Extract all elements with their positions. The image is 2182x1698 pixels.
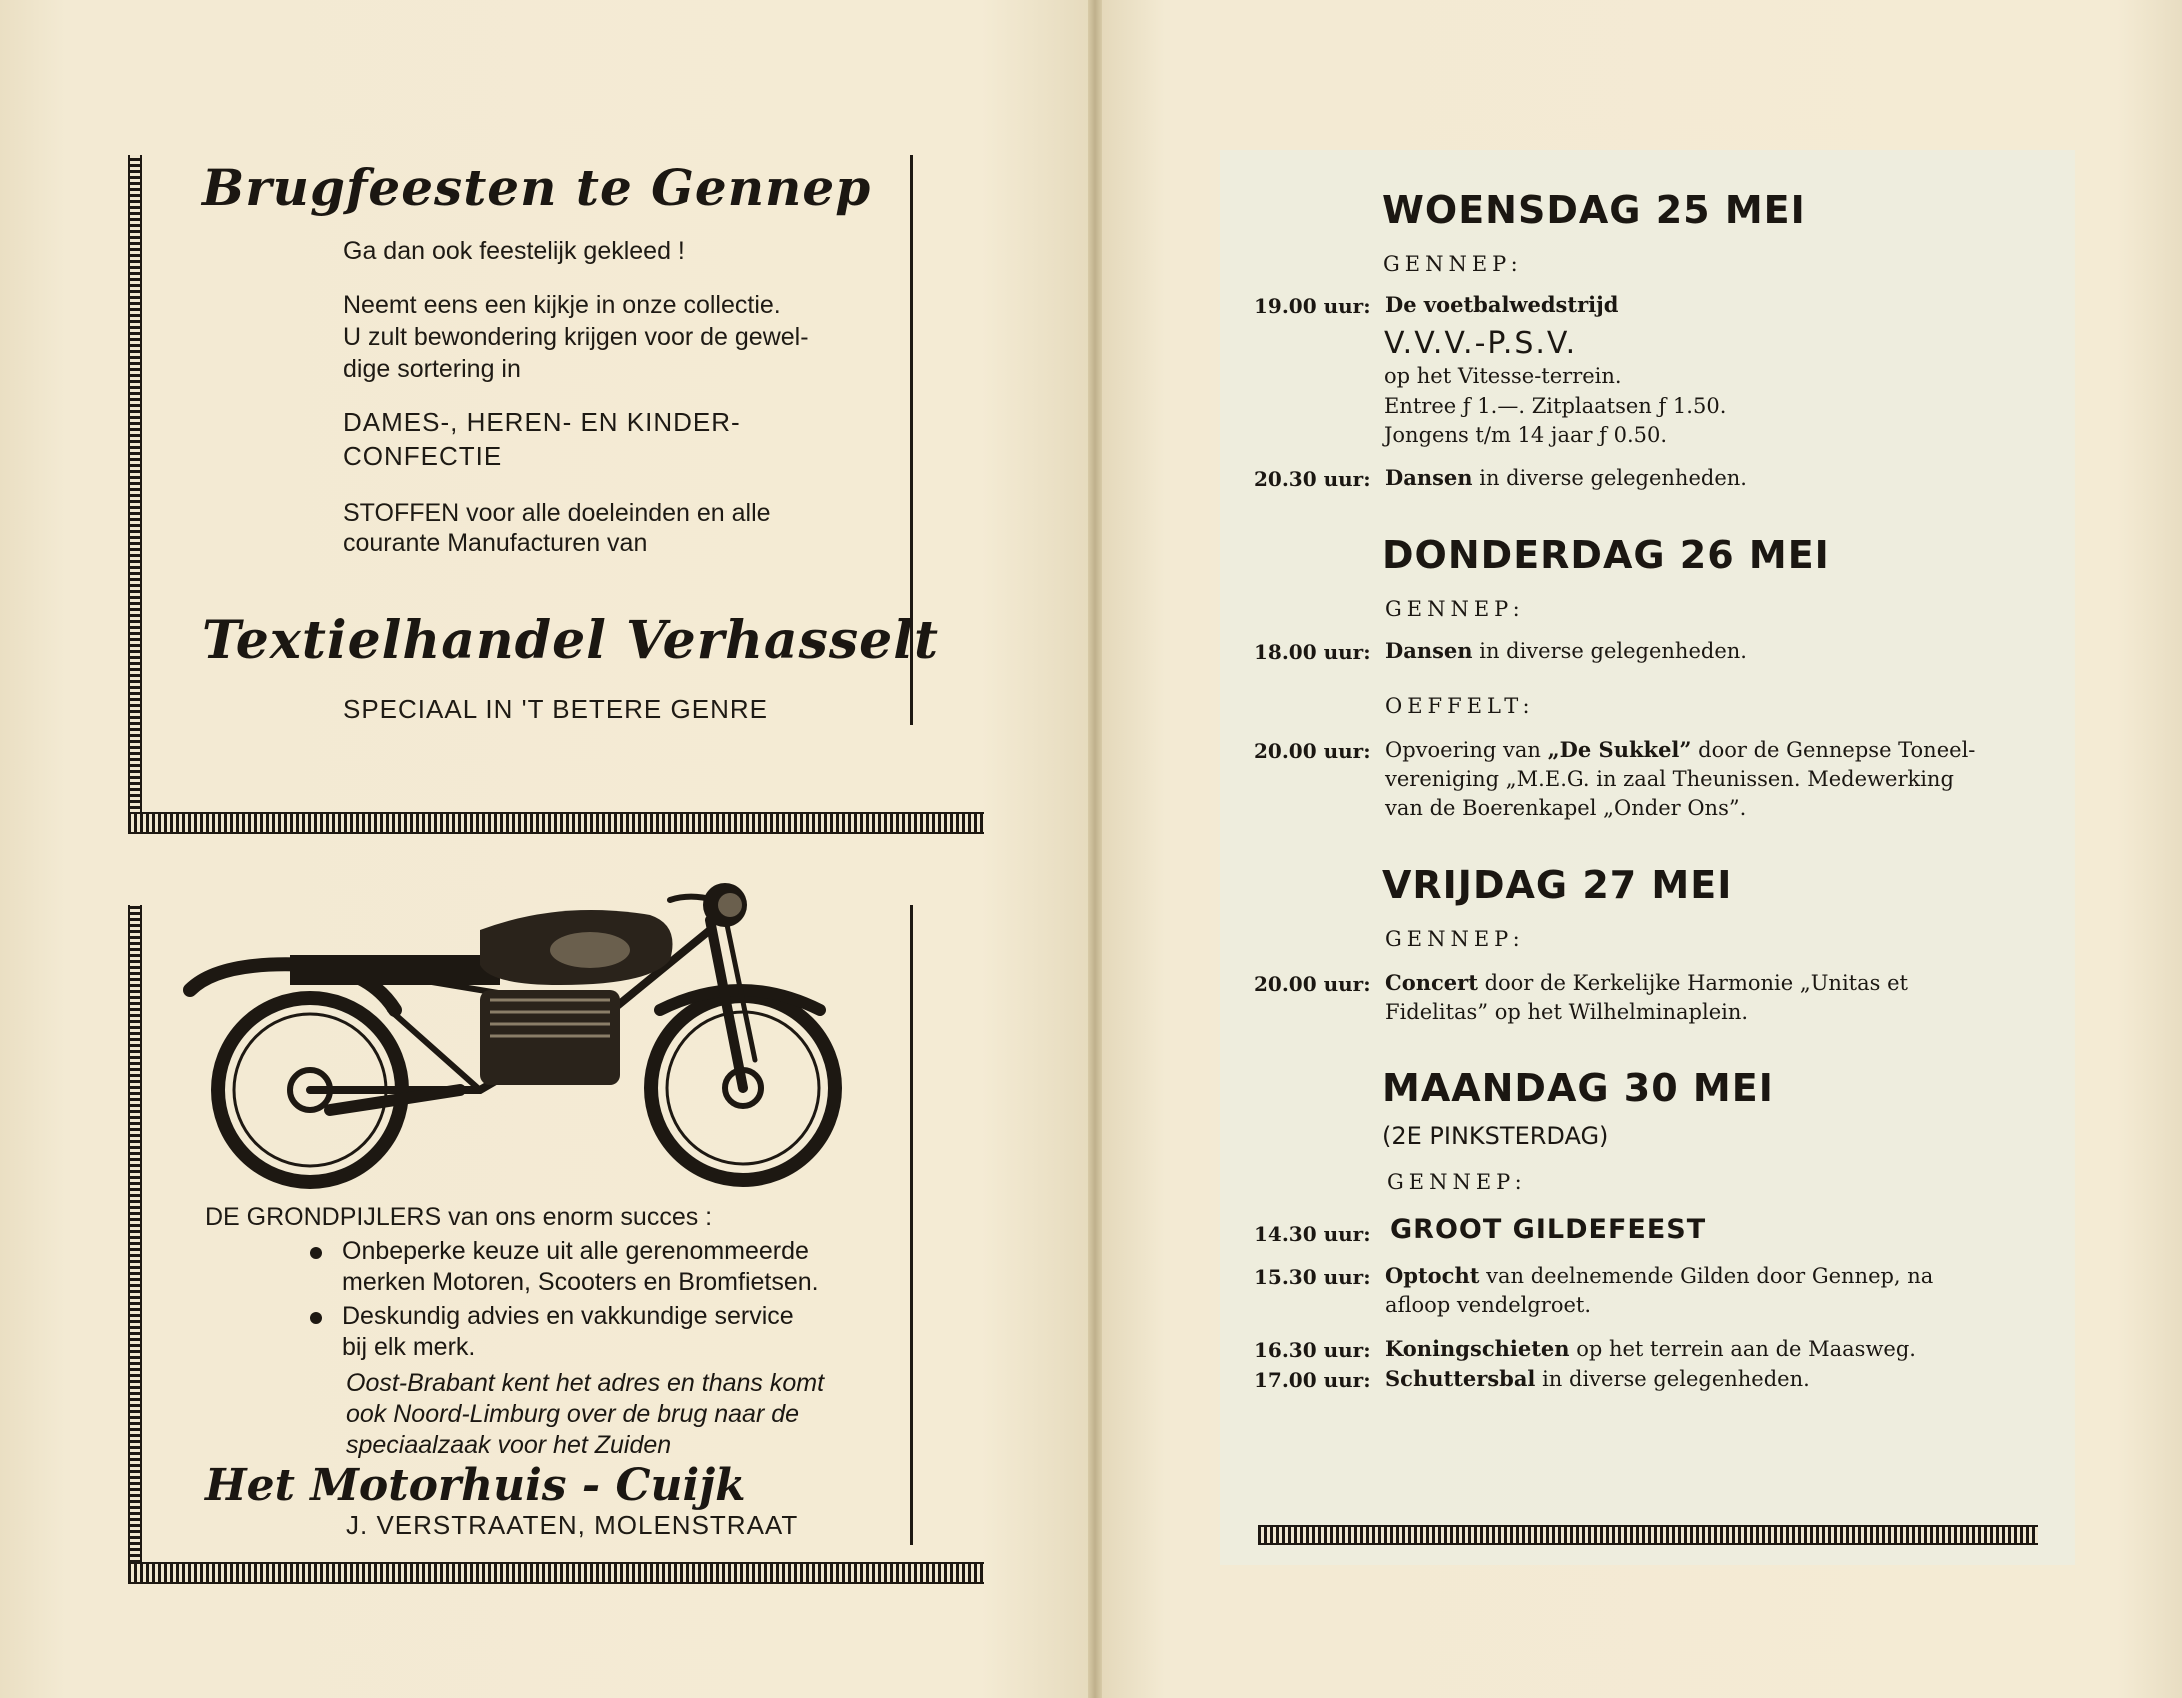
match-detail-1: op het Vitesse-terrein.: [1384, 364, 1622, 388]
ad2-bullet-list: [306, 1236, 819, 1366]
right-page-bottom-border: [1258, 1525, 2038, 1545]
ad2-italic-line1: Oost-Brabant kent het adres en thans komt: [346, 1369, 825, 1397]
event-name: Concert: [1385, 970, 1478, 995]
event-concert: [1385, 968, 2055, 1027]
ad1-bottom-border: [128, 812, 984, 834]
motorcycle-illustration-icon: [180, 860, 870, 1190]
ad1-shop-name: Textielhandel Verhasselt: [202, 610, 939, 671]
ad2-intro: DE GRONDPIJLERS van ons enorm succes :: [205, 1203, 713, 1231]
event-desc: vereniging „M.E.G. in zaal Theunissen. Medewerking: [1385, 767, 1954, 791]
place-gennep: GENNEP:: [1387, 1170, 1527, 1194]
ad1-para2-line1: STOFFEN voor alle doeleinden en alle: [343, 499, 771, 527]
ad1-para1-line2: U zult bewondering krijgen voor de gewel-: [343, 323, 809, 351]
ad2-bullet-item: [306, 1301, 819, 1363]
time-label: 14.30 uur:: [1254, 1222, 1371, 1246]
event-schuttersbal: [1385, 1364, 2035, 1394]
ad2-left-border: [128, 905, 142, 1575]
bullet-dot-icon: [310, 1247, 322, 1259]
time-label: 16.30 uur:: [1254, 1338, 1371, 1362]
event-koningschieten: [1385, 1334, 2035, 1364]
ad2-shop-name: Het Motorhuis - Cuijk: [205, 1460, 746, 1511]
ad2-bullet2-line2: bij elk merk.: [342, 1333, 476, 1361]
time-label: 18.00 uur:: [1254, 640, 1371, 664]
event-desc: op het terrein aan de Maasweg.: [1569, 1337, 1916, 1361]
event-dansen: [1385, 463, 2035, 493]
ad2-bullet-item: [306, 1236, 819, 1298]
ad2-italic-line3: speciaalzaak voor het Zuiden: [346, 1431, 672, 1459]
ad2-right-border: [910, 905, 913, 1545]
event-optocht: [1385, 1261, 2055, 1320]
time-label: 15.30 uur:: [1254, 1265, 1371, 1289]
event-name: „De Sukkel”: [1547, 737, 1692, 762]
day-heading-vrijdag: VRIJDAG 27 MEI: [1382, 863, 1733, 907]
event-name: Schuttersbal: [1385, 1366, 1536, 1391]
bullet-dot-icon: [310, 1312, 322, 1324]
ad2-italic-line2: ook Noord-Limburg over de brug naar de: [346, 1400, 800, 1428]
day-heading-maandag: MAANDAG 30 MEI: [1382, 1066, 1774, 1110]
match-detail-2: Entree ƒ 1.—. Zitplaatsen ƒ 1.50.: [1384, 394, 1727, 418]
ad1-slogan: SPECIAAL IN 'T BETERE GENRE: [343, 694, 768, 724]
event-desc: Opvoering van: [1385, 738, 1548, 762]
ad2-bottom-border: [128, 1562, 984, 1584]
event-desc: in diverse gelegenheden.: [1472, 639, 1747, 663]
event-desc: van deelnemende Gilden door Gennep, na: [1479, 1264, 1934, 1288]
time-label: 20.30 uur:: [1254, 467, 1371, 491]
ad2-bullet1-line1: Onbeperke keuze uit alle gerenommeerde: [342, 1237, 809, 1265]
day-heading-donderdag: DONDERDAG 26 MEI: [1382, 533, 1830, 577]
event-desc: door de Kerkelijke Harmonie „Unitas et: [1477, 971, 1908, 995]
time-label: 19.00 uur:: [1254, 294, 1371, 318]
ad1-title: Brugfeesten te Gennep: [202, 158, 872, 217]
place-gennep: GENNEP:: [1383, 252, 1523, 276]
ad1-tagline: Ga dan ook feestelijk gekleed !: [343, 237, 685, 265]
event-desc: in diverse gelegenheden.: [1535, 1367, 1810, 1391]
event-name: Dansen: [1385, 465, 1473, 490]
ad1-caps-line1: DAMES-, HEREN- EN KINDER-: [343, 407, 741, 437]
event-dansen: [1385, 636, 2035, 666]
event-desc: in diverse gelegenheden.: [1472, 466, 1747, 490]
event-desc: afloop vendelgroet.: [1385, 1293, 1592, 1317]
time-label: 20.00 uur:: [1254, 972, 1371, 996]
event-opvoering: [1385, 735, 2055, 823]
ad1-para1-line1: Neemt eens een kijkje in onze collectie.: [343, 291, 781, 319]
book-spine: [1088, 0, 1102, 1698]
time-label: 20.00 uur:: [1254, 739, 1371, 763]
match-title: V.V.V.-P.S.V.: [1384, 326, 1578, 361]
place-oeffelt: OEFFELT:: [1385, 694, 1535, 718]
day-heading-woensdag: WOENSDAG 25 MEI: [1382, 188, 1806, 232]
place-gennep: GENNEP:: [1385, 927, 1525, 951]
match-detail-3: Jongens t/m 14 jaar ƒ 0.50.: [1384, 423, 1668, 447]
place-gennep: GENNEP:: [1385, 597, 1525, 621]
event-voetbal: De voetbalwedstrijd: [1385, 292, 1619, 317]
event-gildefeest: GROOT GILDEFEEST: [1390, 1214, 1707, 1245]
event-desc: van de Boerenkapel „Onder Ons”.: [1385, 796, 1747, 820]
event-name: Koningschieten: [1385, 1336, 1570, 1361]
event-desc: Fidelitas” op het Wilhelminaplein.: [1385, 1000, 1749, 1024]
event-name: Dansen: [1385, 638, 1473, 663]
ad2-address: J. VERSTRAATEN, MOLENSTRAAT: [346, 1510, 799, 1540]
event-name: Optocht: [1385, 1263, 1480, 1288]
ad2-bullet1-line2: merken Motoren, Scooters en Bromfietsen.: [342, 1268, 819, 1296]
event-desc: door de Gennepse Toneel-: [1691, 738, 1976, 762]
time-label: 17.00 uur:: [1254, 1368, 1371, 1392]
ad1-caps-line2: CONFECTIE: [343, 441, 503, 471]
day-subheading-pinksterdag: (2E PINKSTERDAG): [1382, 1122, 1609, 1150]
ad2-bullet2-line1: Deskundig advies en vakkundige service: [342, 1302, 794, 1330]
ad1-left-border: [128, 155, 142, 827]
ad1-para2-line2: courante Manufacturen van: [343, 529, 648, 557]
ad1-para1-line3: dige sortering in: [343, 355, 521, 383]
